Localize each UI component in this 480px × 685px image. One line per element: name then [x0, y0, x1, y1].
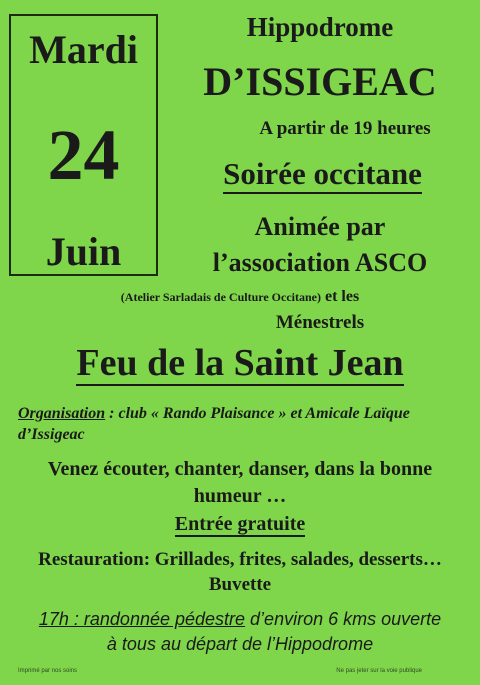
fineprint-left: Imprimé par nos soins [18, 668, 78, 674]
feu-title [0, 341, 480, 385]
atelier-text: (Atelier Sarladais de Culture Occitane) [120, 290, 321, 304]
organisation [18, 403, 468, 445]
rando-time: 17h [38, 609, 69, 629]
day-number: 24 [47, 115, 120, 195]
buvette: Buvette [208, 574, 272, 595]
venue-line-2: D’ISSIGEAC [203, 59, 437, 104]
organisation-label: Organisation [18, 405, 106, 422]
feu-title-text: Feu de la Saint Jean [76, 342, 404, 384]
venez-line-2: humeur … [193, 485, 287, 507]
event-title-text: Soirée occitane [223, 156, 422, 194]
rando-sep: : [68, 609, 84, 629]
rando-line-2: à tous au départ de l’Hippodrome [106, 634, 374, 654]
animation-line-2: l’association ASCO [212, 248, 428, 277]
atelier-line [0, 288, 480, 306]
entree-text: Entrée gratuite [174, 513, 306, 535]
venue-line-1: Hippodrome [246, 12, 394, 42]
rando-rest: d’environ 6 kms ouverte [245, 609, 442, 629]
date-box [9, 14, 158, 276]
animation-line-1: Animée par [254, 212, 386, 241]
venez-line-1: Venez écouter, chanter, danser, dans la bonne [47, 458, 433, 480]
menestrels: Ménestrels [275, 312, 365, 333]
organisation-text: : club « Rando Plaisance » et Amicale Laïque d’Issigeac [18, 405, 410, 443]
fineprint-right: Ne pas jeter sur la voie publique [336, 668, 422, 674]
day-name: Mardi [29, 27, 138, 72]
rando-randonnee: randonnée pédestre [83, 609, 246, 629]
event-title [165, 156, 480, 192]
restauration: Restauration: Grillades, frites, salades, desserts… [38, 549, 442, 570]
entree [0, 513, 480, 536]
et-les-text: et les [325, 288, 360, 305]
month: Juin [45, 229, 122, 274]
rando-line-1 [0, 609, 480, 630]
start-time: A partir de 19 heures [259, 118, 431, 139]
